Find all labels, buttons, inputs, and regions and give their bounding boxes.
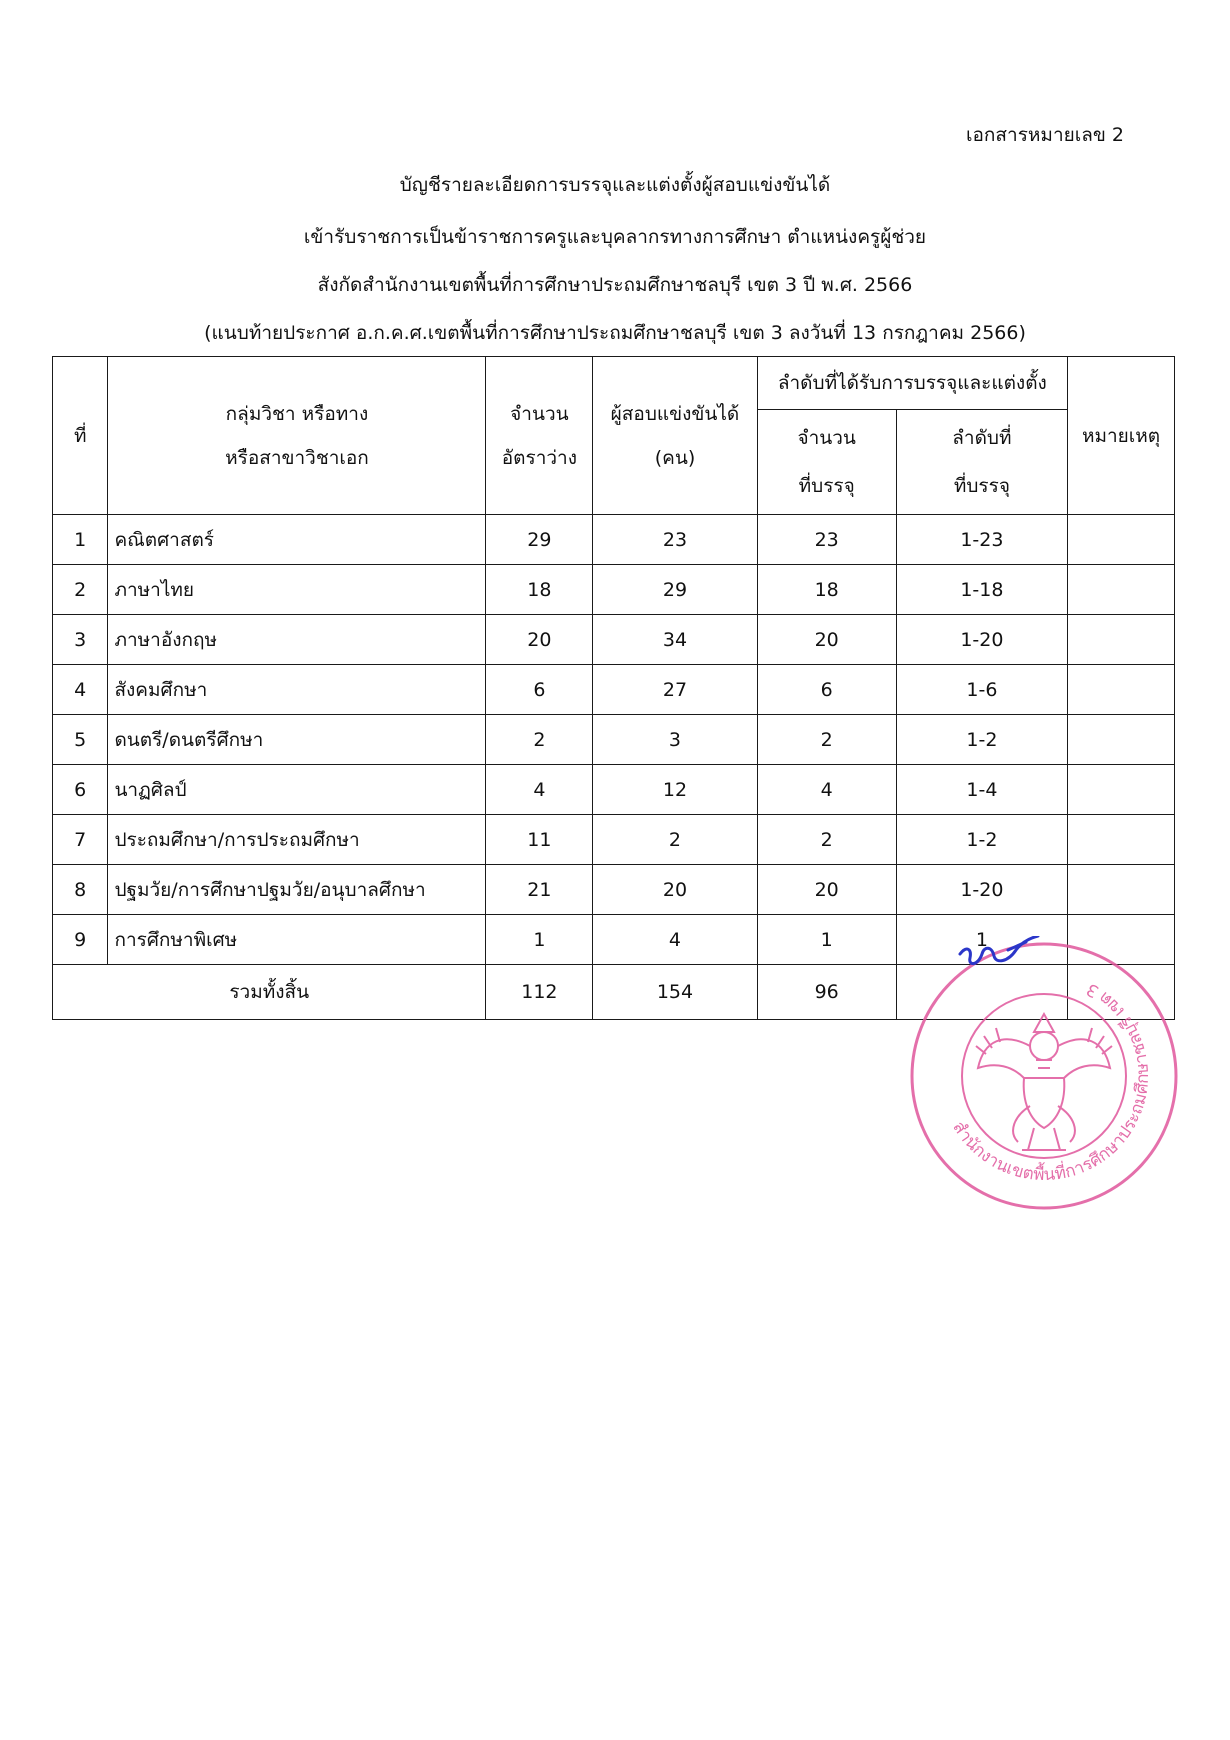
header-no: ที่: [53, 357, 108, 515]
header-passed-line-1: ผู้สอบแข่งขันได้: [610, 402, 740, 425]
header-subject-line-2: หรือสาขาวิชาเอก: [225, 446, 369, 469]
cell-vacancy: 29: [486, 515, 593, 565]
signature-mark: [960, 936, 1038, 964]
cell-count: 6: [757, 665, 896, 715]
header-count: [757, 410, 896, 515]
table-row: [53, 865, 1175, 915]
cell-no: 2: [53, 565, 108, 615]
header-order-line-2: ที่บรรจุ: [953, 475, 1010, 497]
total-passed: 154: [593, 965, 757, 1020]
heading-line-4: (แนบท้ายประกาศ อ.ก.ค.ศ.เขตพื้นที่การศึกษาประถมศึกษาชลบุรี เขต 3 ลงวันที่ 13 กรกฎาคม 2566): [204, 322, 1026, 344]
header-order-line-1: ลำดับที่: [952, 427, 1012, 449]
cell-subject: ภาษาอังกฤษ: [108, 615, 486, 665]
cell-vacancy: 18: [486, 565, 593, 615]
cell-count: 2: [757, 815, 896, 865]
cell-no: 7: [53, 815, 108, 865]
cell-remark: [1068, 665, 1175, 715]
table-row: [53, 665, 1175, 715]
cell-vacancy: 4: [486, 765, 593, 815]
cell-passed: 27: [593, 665, 757, 715]
header-vacancy-line-2: อัตราว่าง: [501, 446, 578, 469]
header-subject: [108, 357, 486, 515]
cell-remark: [1068, 765, 1175, 815]
cell-remark: [1068, 515, 1175, 565]
cell-order: 1: [896, 915, 1067, 965]
cell-count: 20: [757, 615, 896, 665]
header-passed: [593, 357, 757, 515]
cell-subject: สังคมศึกษา: [108, 665, 486, 715]
cell-order: 1-20: [896, 615, 1067, 665]
header-vacancy-line-1: จำนวน: [510, 402, 569, 425]
table-row: [53, 565, 1175, 615]
cell-no: 5: [53, 715, 108, 765]
header-passed-line-2: (คน): [654, 446, 696, 469]
official-seal-stamp: [904, 936, 1184, 1216]
cell-order: 1-2: [896, 715, 1067, 765]
table-row: [53, 815, 1175, 865]
cell-vacancy: 21: [486, 865, 593, 915]
seal-ring-text: สำนักงานเขตพื้นที่การศึกษาประถมศึกษาชลบุรี เขต 3: [948, 978, 1154, 1186]
cell-passed: 34: [593, 615, 757, 665]
table-row: [53, 515, 1175, 565]
header-subject-line-1: กลุ่มวิชา หรือทาง: [225, 402, 369, 425]
cell-remark: [1068, 865, 1175, 915]
total-count: 96: [757, 965, 896, 1020]
cell-passed: 2: [593, 815, 757, 865]
cell-vacancy: 6: [486, 665, 593, 715]
cell-vacancy: 20: [486, 615, 593, 665]
cell-remark: [1068, 565, 1175, 615]
cell-remark: [1068, 615, 1175, 665]
garuda-emblem-icon: [976, 1014, 1112, 1150]
cell-no: 9: [53, 915, 108, 965]
document-number: เอกสารหมายเลข 2: [966, 124, 1124, 146]
heading-line-3: สังกัดสำนักงานเขตพื้นที่การศึกษาประถมศึกษาชลบุรี เขต 3 ปี พ.ศ. 2566: [317, 274, 913, 296]
cell-remark: [1068, 715, 1175, 765]
cell-count: 2: [757, 715, 896, 765]
cell-remark: [1068, 815, 1175, 865]
cell-order: 1-2: [896, 815, 1067, 865]
cell-order: 1-20: [896, 865, 1067, 915]
cell-passed: 23: [593, 515, 757, 565]
table-row: [53, 765, 1175, 815]
cell-count: 4: [757, 765, 896, 815]
cell-count: 1: [757, 915, 896, 965]
cell-order: 1-6: [896, 665, 1067, 715]
cell-order: 1-18: [896, 565, 1067, 615]
cell-count: 18: [757, 565, 896, 615]
table-row: [53, 715, 1175, 765]
cell-order: 1-23: [896, 515, 1067, 565]
table-row: [53, 615, 1175, 665]
header-appointed-group: ลำดับที่ได้รับการบรรจุและแต่งตั้ง: [757, 357, 1067, 410]
cell-subject: นาฏศิลป์: [108, 765, 486, 815]
cell-count: 23: [757, 515, 896, 565]
cell-subject: ปฐมวัย/การศึกษาปฐมวัย/อนุบาลศึกษา: [108, 865, 486, 915]
header-count-line-1: จำนวน: [797, 427, 856, 449]
cell-no: 3: [53, 615, 108, 665]
appointment-table: [52, 356, 1175, 1020]
cell-no: 8: [53, 865, 108, 915]
cell-count: 20: [757, 865, 896, 915]
header-remark: หมายเหตุ: [1068, 357, 1175, 515]
cell-order: 1-4: [896, 765, 1067, 815]
cell-subject: การศึกษาพิเศษ: [108, 915, 486, 965]
total-vacancy: 112: [486, 965, 593, 1020]
cell-passed: 4: [593, 915, 757, 965]
cell-passed: 29: [593, 565, 757, 615]
cell-vacancy: 11: [486, 815, 593, 865]
header-order: [896, 410, 1067, 515]
cell-passed: 3: [593, 715, 757, 765]
heading-line-2: เข้ารับราชการเป็นข้าราชการครูและบุคลากรทางการศึกษา ตำแหน่งครูผู้ช่วย: [303, 226, 927, 248]
heading-line-1: บัญชีรายละเอียดการบรรจุและแต่งตั้งผู้สอบแข่งขันได้: [399, 174, 831, 196]
cell-vacancy: 2: [486, 715, 593, 765]
cell-passed: 12: [593, 765, 757, 815]
total-label: รวมทั้งสิ้น: [53, 965, 486, 1020]
table-header-row: [53, 357, 1175, 410]
cell-subject: คณิตศาสตร์: [108, 515, 486, 565]
header-vacancy: [486, 357, 593, 515]
cell-no: 6: [53, 765, 108, 815]
cell-no: 4: [53, 665, 108, 715]
header-count-line-2: ที่บรรจุ: [798, 475, 855, 497]
cell-subject: ดนตรี/ดนตรีศึกษา: [108, 715, 486, 765]
cell-passed: 20: [593, 865, 757, 915]
cell-vacancy: 1: [486, 915, 593, 965]
cell-no: 1: [53, 515, 108, 565]
cell-subject: ประถมศึกษา/การประถมศึกษา: [108, 815, 486, 865]
cell-subject: ภาษาไทย: [108, 565, 486, 615]
